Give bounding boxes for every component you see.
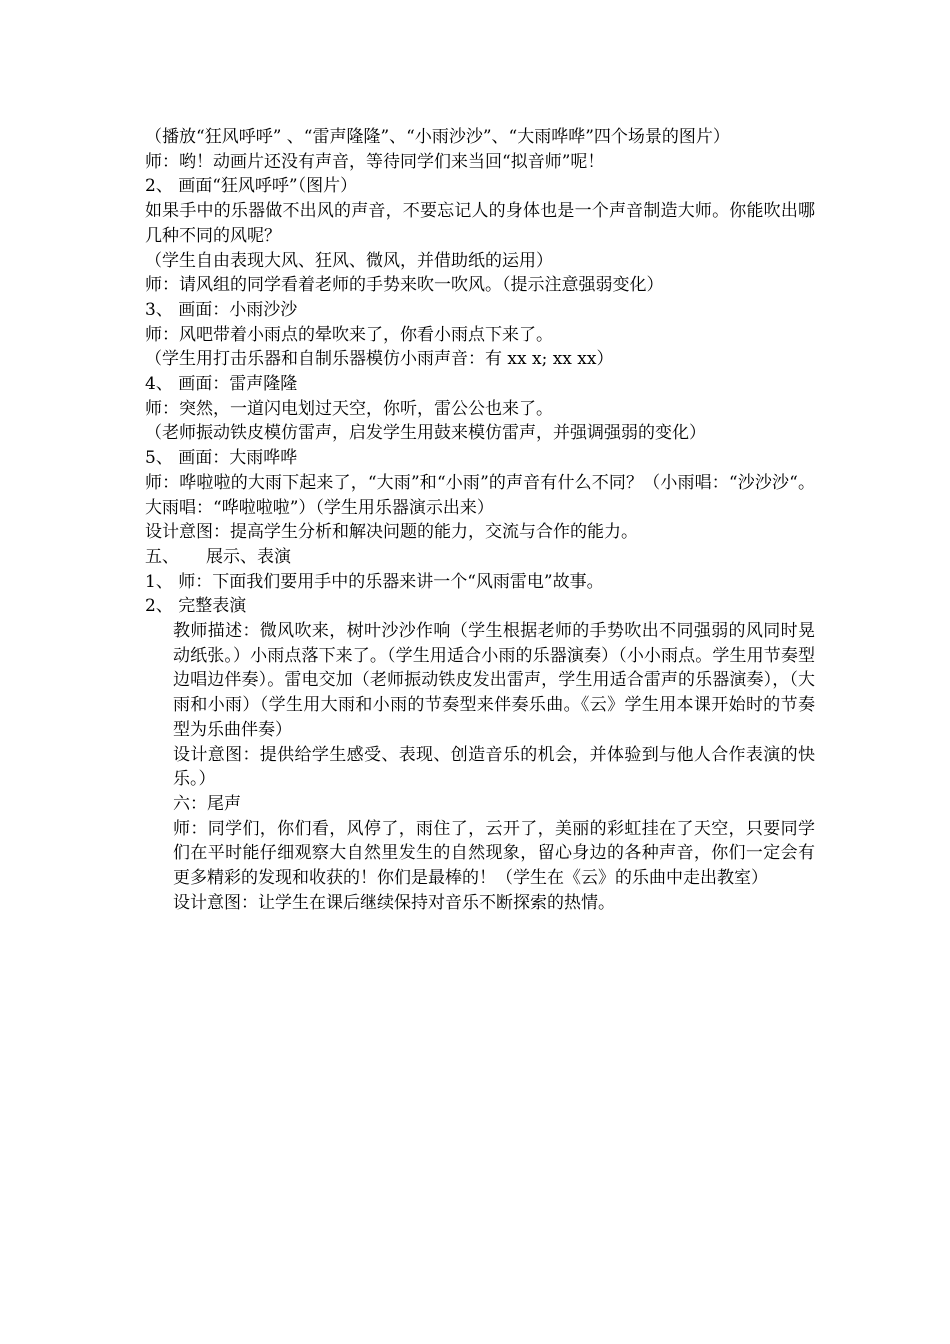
paragraph-rain-teacher: 师：风吧带着小雨点的晕吹来了，你看小雨点下来了。 bbox=[145, 324, 553, 345]
paragraph-rain-activity: （学生用打击乐器和自制乐器模仿小雨声音：有 xx x; xx xx） bbox=[145, 349, 614, 370]
paragraph-closing-teacher: 师：同学们，你们看，风停了，雨住了，云开了，美丽的彩虹挂在了天空，只要同学们在平时能仔细观察大自然里发生的自然现象，留心身边的各种声音，你们一定会有更多精彩的发现和收获的！你们是最棒的！（学生在《云》的乐曲中走出教室） bbox=[173, 818, 815, 889]
paragraph-section-5-item-1: 1、 师：下面我们要用手中的乐器来讲一个“风雨雷电”故事。 bbox=[145, 571, 604, 592]
paragraph-thunder-teacher: 师：突然，一道闪电划过天空，你听，雷公公也来了。 bbox=[145, 398, 553, 419]
paragraph-design-intent-2: 设计意图：提供给学生感受、表现、创造音乐的机会，并体验到与他人合作表演的快乐。） bbox=[173, 744, 815, 790]
paragraph-step-5: 5、 画面：大雨哗哗 bbox=[145, 448, 298, 469]
paragraph-wind-activity: （学生自由表现大风、狂风、微风，并借助纸的运用） bbox=[145, 250, 553, 271]
paragraph-section-5-heading: 五、 展示、表演 bbox=[145, 546, 292, 567]
paragraph-thunder-activity: （老师振动铁皮模仿雷声，启发学生用鼓来模仿雷声，并强调强弱的变化） bbox=[145, 423, 706, 444]
paragraph-step-2: 2、 画面“狂风呼呼”（图片） bbox=[145, 176, 358, 197]
paragraph-performance-description: 教师描述：微风吹来，树叶沙沙作响（学生根据老师的手势吹出不同强弱的风同时晃动纸张。）小雨点落下来了。（学生用适合小雨的乐器演奏）（小小雨点。学生用节奏型边唱边伴奏）。雷电交加（老师振动铁皮发出雷声，学生用适合雷声的乐器演奏），（大雨和小雨）（学生用大雨和小雨的节奏型来伴奏乐曲。《云》学生用本课开始时的节奏型为乐曲伴奏） bbox=[173, 621, 815, 740]
paragraph-wind-question: 如果手中的乐器做不出风的声音，不要忘记人的身体也是一个声音制造大师。你能吹出哪几种不同的风呢？ bbox=[145, 201, 815, 246]
paragraph-heavy-rain: 师：哗啦啦的大雨下起来了，“大雨”和“小雨”的声音有什么不同？（小雨唱：“沙沙沙“。 大雨唱：“哗啦啦啦”）（学生用乐器演示出来） bbox=[145, 472, 815, 518]
paragraph-design-intent-3: 设计意图：让学生在课后继续保持对音乐不断探索的热情。 bbox=[173, 892, 615, 913]
paragraph-step-3: 3、 画面：小雨沙沙 bbox=[145, 299, 298, 320]
paragraph-wind-teacher: 师：请风组的同学看着老师的手势来吹一吹风。（提示注意强弱变化） bbox=[145, 275, 664, 296]
paragraph-scene-intro: （播放“狂风呼呼” 、“雷声隆隆”、“小雨沙沙”、“大雨哗哗”四个场景的图片） bbox=[145, 127, 730, 147]
paragraph-section-6-heading: 六：尾声 bbox=[173, 793, 241, 814]
paragraph-section-5-item-2: 2、 完整表演 bbox=[145, 596, 247, 617]
document-body bbox=[145, 125, 815, 916]
paragraph-step-4: 4、 画面：雷声隆隆 bbox=[145, 374, 298, 395]
paragraph-design-intent-1: 设计意图：提高学生分析和解决问题的能力，交流与合作的能力。 bbox=[145, 522, 638, 543]
paragraph-teacher-line: 师：哟！动画片还没有声音，等待同学们来当回“拟音师”呢！ bbox=[145, 151, 605, 172]
